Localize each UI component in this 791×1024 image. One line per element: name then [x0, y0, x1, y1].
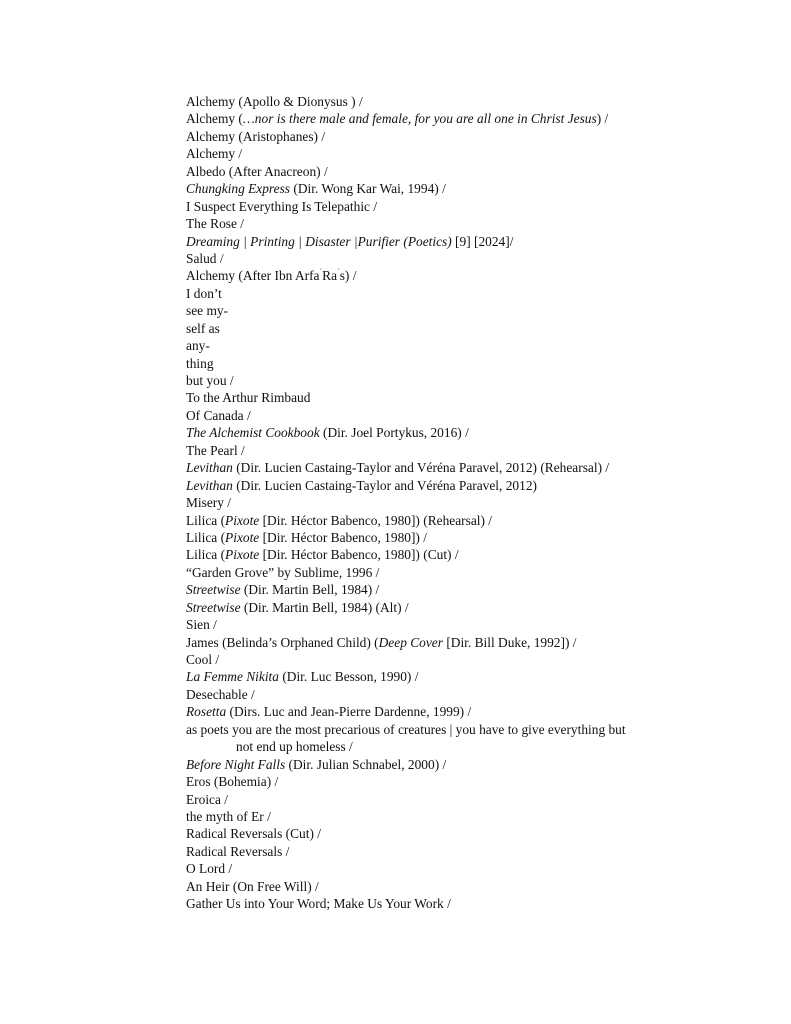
- list-item: as poets you are the most precarious of creatures | you have to give everything but not end up homeless /: [186, 721, 626, 755]
- list-item: Gather Us into Your Word; Make Us Your Work /: [186, 896, 451, 912]
- list-item: Levithan (Dir. Lucien Castaing-Taylor and Véréna Paravel, 2012): [186, 477, 537, 493]
- list-item: Before Night Falls (Dir. Julian Schnabel, 2000) /: [186, 756, 447, 772]
- list-item: Sien /: [186, 617, 217, 633]
- list-item: An Heir (On Free Will) /: [186, 878, 319, 894]
- list-item: Misery /: [186, 495, 232, 511]
- list-item: Alchemy /: [186, 146, 243, 162]
- list-item: any-: [186, 338, 210, 354]
- list-item: Streetwise (Dir. Martin Bell, 1984) (Alt) /: [186, 599, 409, 615]
- list-item: Of Canada /: [186, 407, 251, 423]
- list-item: I don’t: [186, 285, 222, 301]
- list-item: Alchemy (After Ibn $Arfa^ʿRa^ʾs$) /: [186, 267, 357, 284]
- list-item: Albedo (After Anacreon) /: [186, 163, 328, 179]
- list-item: O Lord /: [186, 861, 233, 877]
- list-item: Alchemy (Apollo & Dionysus ) /: [186, 94, 363, 109]
- list-item: La Femme Nikita (Dir. Luc Besson, 1990) /: [186, 669, 419, 685]
- list-item: the myth of Er /: [186, 808, 271, 824]
- list-item: but you /: [186, 373, 234, 388]
- list-item: Lilica (Pixote [Dir. Héctor Babenco, 1980]) (Rehearsal) /: [186, 512, 493, 528]
- list-item: To the Arthur Rimbaud: [186, 390, 311, 406]
- list-item: The Alchemist Cookbook (Dir. Joel Portykus, 2016) /: [186, 425, 469, 441]
- list-item: see my-: [186, 303, 229, 319]
- contents-list: [186, 93, 766, 913]
- list-item: Alchemy (…nor is there male and female, for you are all one in Christ Jesus) /: [186, 111, 609, 127]
- list-item: James (Belinda’s Orphaned Child) (Deep Cover [Dir. Bill Duke, 1992]) /: [186, 634, 577, 650]
- list-item: Chungking Express (Dir. Wong Kar Wai, 1994) /: [186, 181, 446, 197]
- list-item: Eros (Bohemia) /: [186, 774, 279, 790]
- list-item: “Garden Grove” by Sublime, 1996 /: [186, 564, 380, 580]
- list-item: Lilica (Pixote [Dir. Héctor Babenco, 1980]) /: [186, 529, 427, 545]
- list-item: Eroica /: [186, 791, 229, 807]
- list-item: The Pearl /: [186, 442, 245, 458]
- list-item: Levithan (Dir. Lucien Castaing-Taylor and Véréna Paravel, 2012) (Rehearsal) /: [186, 460, 610, 476]
- list-item: Streetwise (Dir. Martin Bell, 1984) /: [186, 582, 380, 598]
- list-item: I Suspect Everything Is Telepathic /: [186, 198, 378, 214]
- list-item: Cool /: [186, 652, 220, 667]
- list-item: self as: [186, 320, 220, 336]
- list-item: Radical Reversals /: [186, 843, 290, 859]
- list-item: Rosetta (Dirs. Luc and Jean-Pierre Dardenne, 1999) /: [186, 704, 472, 720]
- list-item: The Rose /: [186, 216, 245, 232]
- list-item: Desechable /: [186, 686, 255, 702]
- list-item: Alchemy (Aristophanes) /: [186, 128, 326, 144]
- list-item: Dreaming | Printing | Disaster |Purifier (Poetics) [9] [2024]/: [186, 233, 514, 249]
- list-item: Radical Reversals (Cut) /: [186, 826, 321, 842]
- list-item: Lilica (Pixote [Dir. Héctor Babenco, 1980]) (Cut) /: [186, 547, 459, 563]
- list-item: Salud /: [186, 250, 224, 266]
- list-item: thing: [186, 355, 214, 371]
